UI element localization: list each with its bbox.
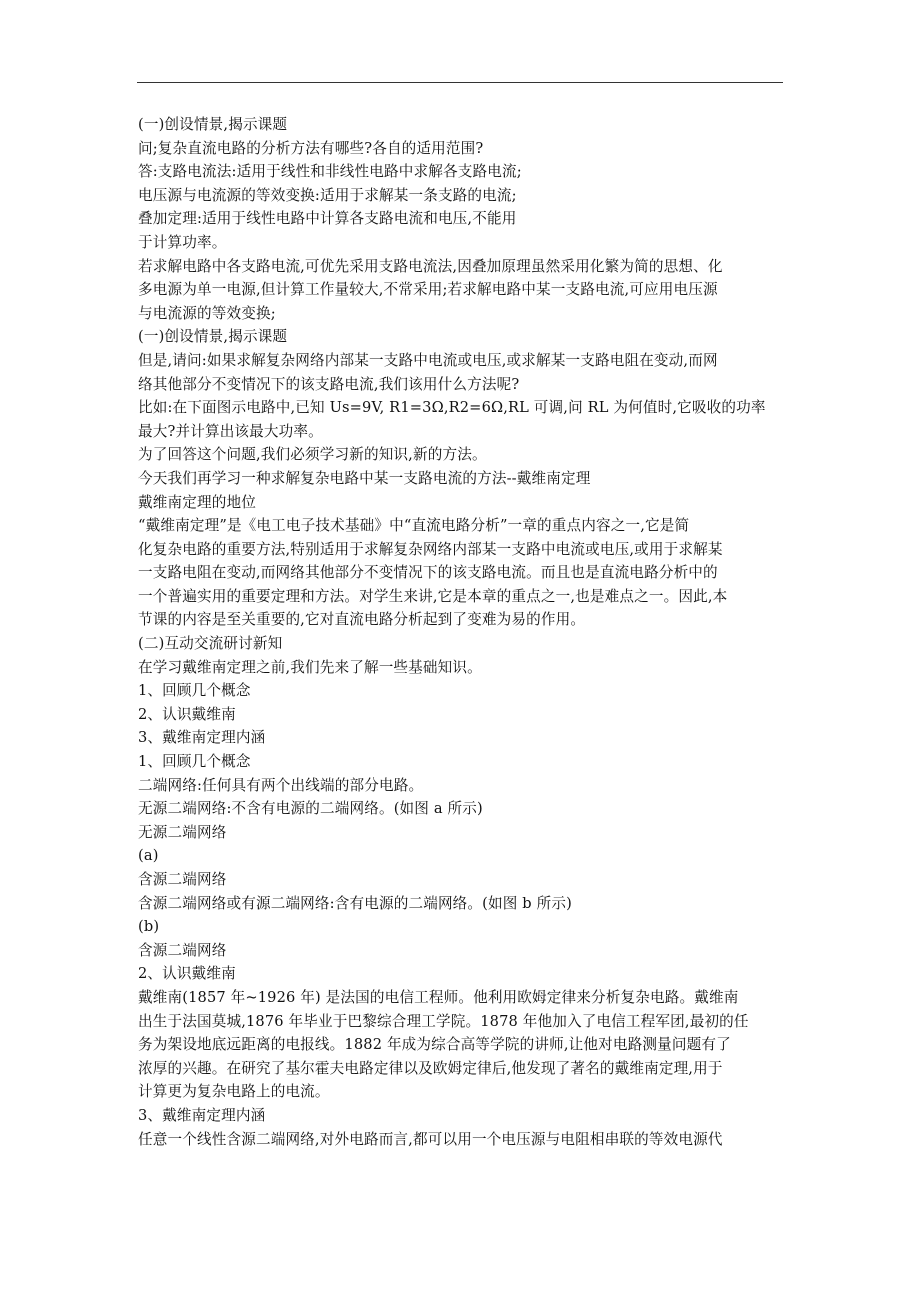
text-line: 浓厚的兴趣。在研究了基尔霍夫电路定律以及欧姆定律后,他发现了著名的戴维南定理,用于 <box>138 1059 723 1077</box>
text-line: 戴维南定理的地位 <box>138 493 256 511</box>
text-line: 3、戴维南定理内涵 <box>138 729 266 747</box>
text-line: 最大?并计算出该最大功率。 <box>138 422 323 440</box>
text-line: (二)互动交流研讨新知 <box>138 635 283 653</box>
text-line: 于计算功率。 <box>138 233 227 251</box>
text-line: 为了回答这个问题,我们必须学习新的知识,新的方法。 <box>138 446 487 464</box>
text-line: 电压源与电流源的等效变换:适用于求解某一条支路的电流; <box>138 186 517 204</box>
text-line: 但是,请问:如果求解复杂网络内部某一支路中电流或电压,或求解某一支路电阻在变动,而网 <box>138 351 718 369</box>
text-line: 3、戴维南定理内涵 <box>138 1106 266 1124</box>
text-line: 无源二端网络 <box>138 823 227 841</box>
text-line: 答:支路电流法:适用于线性和非线性电路中求解各支路电流; <box>138 163 522 181</box>
text-line: 二端网络:任何具有两个出线端的部分电路。 <box>138 776 424 794</box>
document-body <box>138 113 788 1151</box>
text-line: (一)创设情景,揭示课题 <box>138 328 288 346</box>
text-line: 与电流源的等效变换; <box>138 304 276 322</box>
text-line: 计算更为复杂电路上的电流。 <box>138 1083 330 1101</box>
text-line: 比如:在下面图示电路中,已知 Us=9V, R1=3Ω,R2=6Ω,RL 可调,问 RL 为何值时,它吸收的功率 <box>138 399 766 417</box>
text-line: (一)创设情景,揭示课题 <box>138 116 288 133</box>
text-line: 络其他部分不变情况下的该支路电流,我们该用什么方法呢? <box>138 375 520 393</box>
text-line: 化复杂电路的重要方法,特别适用于求解复杂网络内部某一支路中电流或电压,或用于求解某 <box>138 540 723 558</box>
text-line: 若求解电路中各支路电流,可优先采用支路电流法,因叠加原理虽然采用化繁为简的思想、化 <box>138 257 723 275</box>
text-line: 务为架设地底远距离的电报线。1882 年成为综合高等学院的讲师,让他对电路测量问题有了 <box>138 1036 731 1054</box>
text-line: 2、认识戴维南 <box>138 705 236 723</box>
text-line: 含源二端网络 <box>138 871 227 888</box>
text-line: 1、回顾几个概念 <box>138 682 251 700</box>
text-line: (a) <box>138 847 159 865</box>
text-line: 出生于法国莫城,1876 年毕业于巴黎综合理工学院。1878 年他加入了电信工程军团,最初的任 <box>138 1012 749 1030</box>
text-line: 今天我们再学习一种求解复杂电路中某一支路电流的方法--戴维南定理 <box>138 469 591 487</box>
text-line: 一支路电阻在变动,而网络其他部分不变情况下的该支路电流。而且也是直流电路分析中的 <box>138 564 718 582</box>
text-line: 在学习戴维南定理之前,我们先来了解一些基础知识。 <box>138 658 482 676</box>
text-line: 无源二端网络:不含有电源的二端网络。(如图 a 所示) <box>138 800 483 818</box>
text-line: 多电源为单一电源,但计算工作量较大,不常采用;若求解电路中某一支路电流,可应用电压源 <box>138 281 718 299</box>
text-line: 2、认识戴维南 <box>138 965 236 983</box>
text-line: 一个普遍实用的重要定理和方法。对学生来讲,它是本章的重点之一,也是难点之一。因此,本 <box>138 587 728 605</box>
text-line: (b) <box>138 918 160 936</box>
text-line: 叠加定理:适用于线性电路中计算各支路电流和电压,不能用 <box>138 210 517 228</box>
text-line: 含源二端网络或有源二端网络:含有电源的二端网络。(如图 b 所示) <box>138 894 572 912</box>
text-line: 问;复杂直流电路的分析方法有哪些?各自的适用范围? <box>138 139 484 157</box>
text-line: 含源二端网络 <box>138 941 227 959</box>
text-line: 节课的内容是至关重要的,它对直流电路分析起到了变难为易的作用。 <box>138 611 586 629</box>
text-line: 戴维南(1857 年~1926 年) 是法国的电信工程师。他利用欧姆定律来分析复杂电路。戴维南 <box>138 988 739 1006</box>
text-line: 任意一个线性含源二端网络,对外电路而言,都可以用一个电压源与电阻相串联的等效电源代 <box>138 1130 723 1148</box>
text-line: “戴维南定理”是《电工电子技术基础》中“直流电路分析”一章的重点内容之一,它是简 <box>138 517 690 535</box>
header-rule <box>137 82 783 83</box>
text-line: 1、回顾几个概念 <box>138 753 251 771</box>
